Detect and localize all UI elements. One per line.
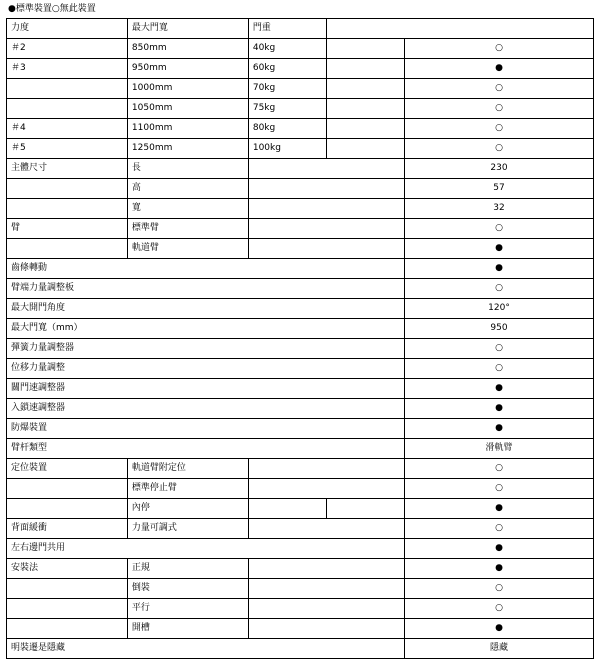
- row-value2-cell: [326, 99, 404, 119]
- table-row: [7, 499, 594, 519]
- row-mark-cell: ●: [405, 499, 594, 519]
- table-row: [7, 579, 594, 599]
- table-row: [7, 79, 594, 99]
- row-sub-cell: 高: [127, 179, 248, 199]
- table-row: [7, 59, 594, 79]
- row-value-cell: 75kg: [248, 99, 326, 119]
- row-label-cell: [7, 619, 128, 639]
- row-value-cell: [248, 499, 326, 519]
- table-row: [7, 239, 594, 259]
- table-row: [7, 439, 594, 459]
- row-mark-cell: ●: [405, 539, 594, 559]
- row-value2-cell: [326, 139, 404, 159]
- table-row: [7, 419, 594, 439]
- row-value-cell: [248, 459, 404, 479]
- row-mark-cell: 隱藏: [405, 639, 594, 659]
- table-row: [7, 119, 594, 139]
- table-row: [7, 599, 594, 619]
- row-label-cell: 臂: [7, 219, 128, 239]
- row-value-cell: [248, 479, 404, 499]
- table-row: [7, 379, 594, 399]
- table-row: [7, 99, 594, 119]
- row-value2-cell: [326, 119, 404, 139]
- table-header-row: [7, 19, 594, 39]
- row-label-cell: 防爆裝置: [7, 419, 405, 439]
- table-row: [7, 619, 594, 639]
- table-row: [7, 159, 594, 179]
- table-row: [7, 359, 594, 379]
- row-value-cell: [248, 159, 404, 179]
- row-sub-cell: 1050mm: [127, 99, 248, 119]
- row-label-cell: ＃5: [7, 139, 128, 159]
- row-label-cell: 位移力量調整: [7, 359, 405, 379]
- table-row: [7, 539, 594, 559]
- row-mark-cell: ●: [405, 259, 594, 279]
- row-label-cell: 最大開門角度: [7, 299, 405, 319]
- row-mark-cell: 57: [405, 179, 594, 199]
- row-mark-cell: 120°: [405, 299, 594, 319]
- row-value-cell: [248, 179, 404, 199]
- row-sub-cell: 長: [127, 159, 248, 179]
- row-value-cell: 100kg: [248, 139, 326, 159]
- row-mark-cell: 950: [405, 319, 594, 339]
- table-row: [7, 39, 594, 59]
- row-mark-cell: ○: [405, 279, 594, 299]
- row-mark-cell: ○: [405, 219, 594, 239]
- row-label-cell: 入鎖速調整器: [7, 399, 405, 419]
- specification-table: [6, 18, 594, 659]
- table-row: [7, 179, 594, 199]
- legend-text: ●標準裝置○無此裝置: [8, 4, 96, 14]
- table-row: [7, 559, 594, 579]
- header-cell-door-weight: 門重: [248, 19, 326, 39]
- table-row: [7, 399, 594, 419]
- header-cell-max-width: 最大門寬: [127, 19, 248, 39]
- row-mark-cell: ○: [405, 39, 594, 59]
- row-label-cell: 背面緩衝: [7, 519, 128, 539]
- row-value2-cell: [326, 499, 404, 519]
- row-value2-cell: [326, 79, 404, 99]
- row-sub-cell: 開槽: [127, 619, 248, 639]
- row-label-cell: [7, 579, 128, 599]
- row-label-cell: 明裝遷是隱藏: [7, 639, 405, 659]
- row-label-cell: [7, 99, 128, 119]
- table-row: [7, 259, 594, 279]
- row-value-cell: [248, 619, 404, 639]
- row-value-cell: 40kg: [248, 39, 326, 59]
- table-row: [7, 459, 594, 479]
- row-sub-cell: 1250mm: [127, 139, 248, 159]
- table-row: [7, 639, 594, 659]
- row-mark-cell: ○: [405, 79, 594, 99]
- row-sub-cell: 850mm: [127, 39, 248, 59]
- row-mark-cell: ●: [405, 559, 594, 579]
- row-label-cell: [7, 599, 128, 619]
- table-row: [7, 139, 594, 159]
- row-mark-cell: ○: [405, 579, 594, 599]
- row-value-cell: [248, 599, 404, 619]
- row-value-cell: [248, 519, 404, 539]
- table-row: [7, 519, 594, 539]
- table-row: [7, 319, 594, 339]
- table-row: [7, 219, 594, 239]
- row-label-cell: ＃3: [7, 59, 128, 79]
- row-label-cell: [7, 499, 128, 519]
- row-sub-cell: 內停: [127, 499, 248, 519]
- row-sub-cell: 軌道臂: [127, 239, 248, 259]
- row-sub-cell: 平行: [127, 599, 248, 619]
- row-value-cell: [248, 579, 404, 599]
- row-value-cell: [248, 559, 404, 579]
- row-value2-cell: [326, 39, 404, 59]
- row-sub-cell: 950mm: [127, 59, 248, 79]
- row-sub-cell: 軌道臂附定位: [127, 459, 248, 479]
- row-value-cell: 60kg: [248, 59, 326, 79]
- row-value-cell: [248, 199, 404, 219]
- row-mark-cell: 230: [405, 159, 594, 179]
- row-label-cell: [7, 79, 128, 99]
- row-mark-cell: 滑軌臂: [405, 439, 594, 459]
- row-mark-cell: ○: [405, 459, 594, 479]
- row-label-cell: 左右邊門共用: [7, 539, 405, 559]
- row-sub-cell: 1100mm: [127, 119, 248, 139]
- table-row: [7, 199, 594, 219]
- row-sub-cell: 標準停止臂: [127, 479, 248, 499]
- row-mark-cell: ○: [405, 479, 594, 499]
- row-label-cell: ＃2: [7, 39, 128, 59]
- header-cell-force: 力度: [7, 19, 128, 39]
- row-mark-cell: ○: [405, 599, 594, 619]
- row-value-cell: [248, 239, 404, 259]
- table-row: [7, 339, 594, 359]
- row-mark-cell: ●: [405, 399, 594, 419]
- row-sub-cell: 寬: [127, 199, 248, 219]
- row-mark-cell: ●: [405, 419, 594, 439]
- row-label-cell: [7, 239, 128, 259]
- table-row: [7, 279, 594, 299]
- row-value-cell: 80kg: [248, 119, 326, 139]
- row-label-cell: [7, 199, 128, 219]
- row-label-cell: 臂杆類型: [7, 439, 405, 459]
- row-label-cell: 主體尺寸: [7, 159, 128, 179]
- row-label-cell: 彈簧力量調整器: [7, 339, 405, 359]
- row-mark-cell: ○: [405, 519, 594, 539]
- table-body: [7, 19, 594, 659]
- table-row: [7, 299, 594, 319]
- row-mark-cell: 32: [405, 199, 594, 219]
- row-value-cell: [248, 219, 404, 239]
- row-sub-cell: 正規: [127, 559, 248, 579]
- row-label-cell: 安裝法: [7, 559, 128, 579]
- row-mark-cell: ●: [405, 379, 594, 399]
- row-value-cell: 70kg: [248, 79, 326, 99]
- row-sub-cell: 力量可調式: [127, 519, 248, 539]
- row-mark-cell: ●: [405, 619, 594, 639]
- row-label-cell: ＃4: [7, 119, 128, 139]
- row-label-cell: [7, 479, 128, 499]
- row-label-cell: 關門速調整器: [7, 379, 405, 399]
- row-label-cell: 定位裝置: [7, 459, 128, 479]
- row-mark-cell: ○: [405, 99, 594, 119]
- row-mark-cell: ○: [405, 139, 594, 159]
- row-sub-cell: 倒裝: [127, 579, 248, 599]
- row-label-cell: [7, 179, 128, 199]
- row-label-cell: 齒條轉動: [7, 259, 405, 279]
- row-mark-cell: ○: [405, 119, 594, 139]
- row-mark-cell: ●: [405, 59, 594, 79]
- row-mark-cell: ●: [405, 239, 594, 259]
- row-sub-cell: 標準臂: [127, 219, 248, 239]
- row-mark-cell: ○: [405, 359, 594, 379]
- row-label-cell: 最大門寬（mm）: [7, 319, 405, 339]
- row-sub-cell: 1000mm: [127, 79, 248, 99]
- row-mark-cell: ○: [405, 339, 594, 359]
- table-row: [7, 479, 594, 499]
- row-value2-cell: [326, 59, 404, 79]
- row-label-cell: 臂端力量調整板: [7, 279, 405, 299]
- header-cell-blank: [326, 19, 593, 39]
